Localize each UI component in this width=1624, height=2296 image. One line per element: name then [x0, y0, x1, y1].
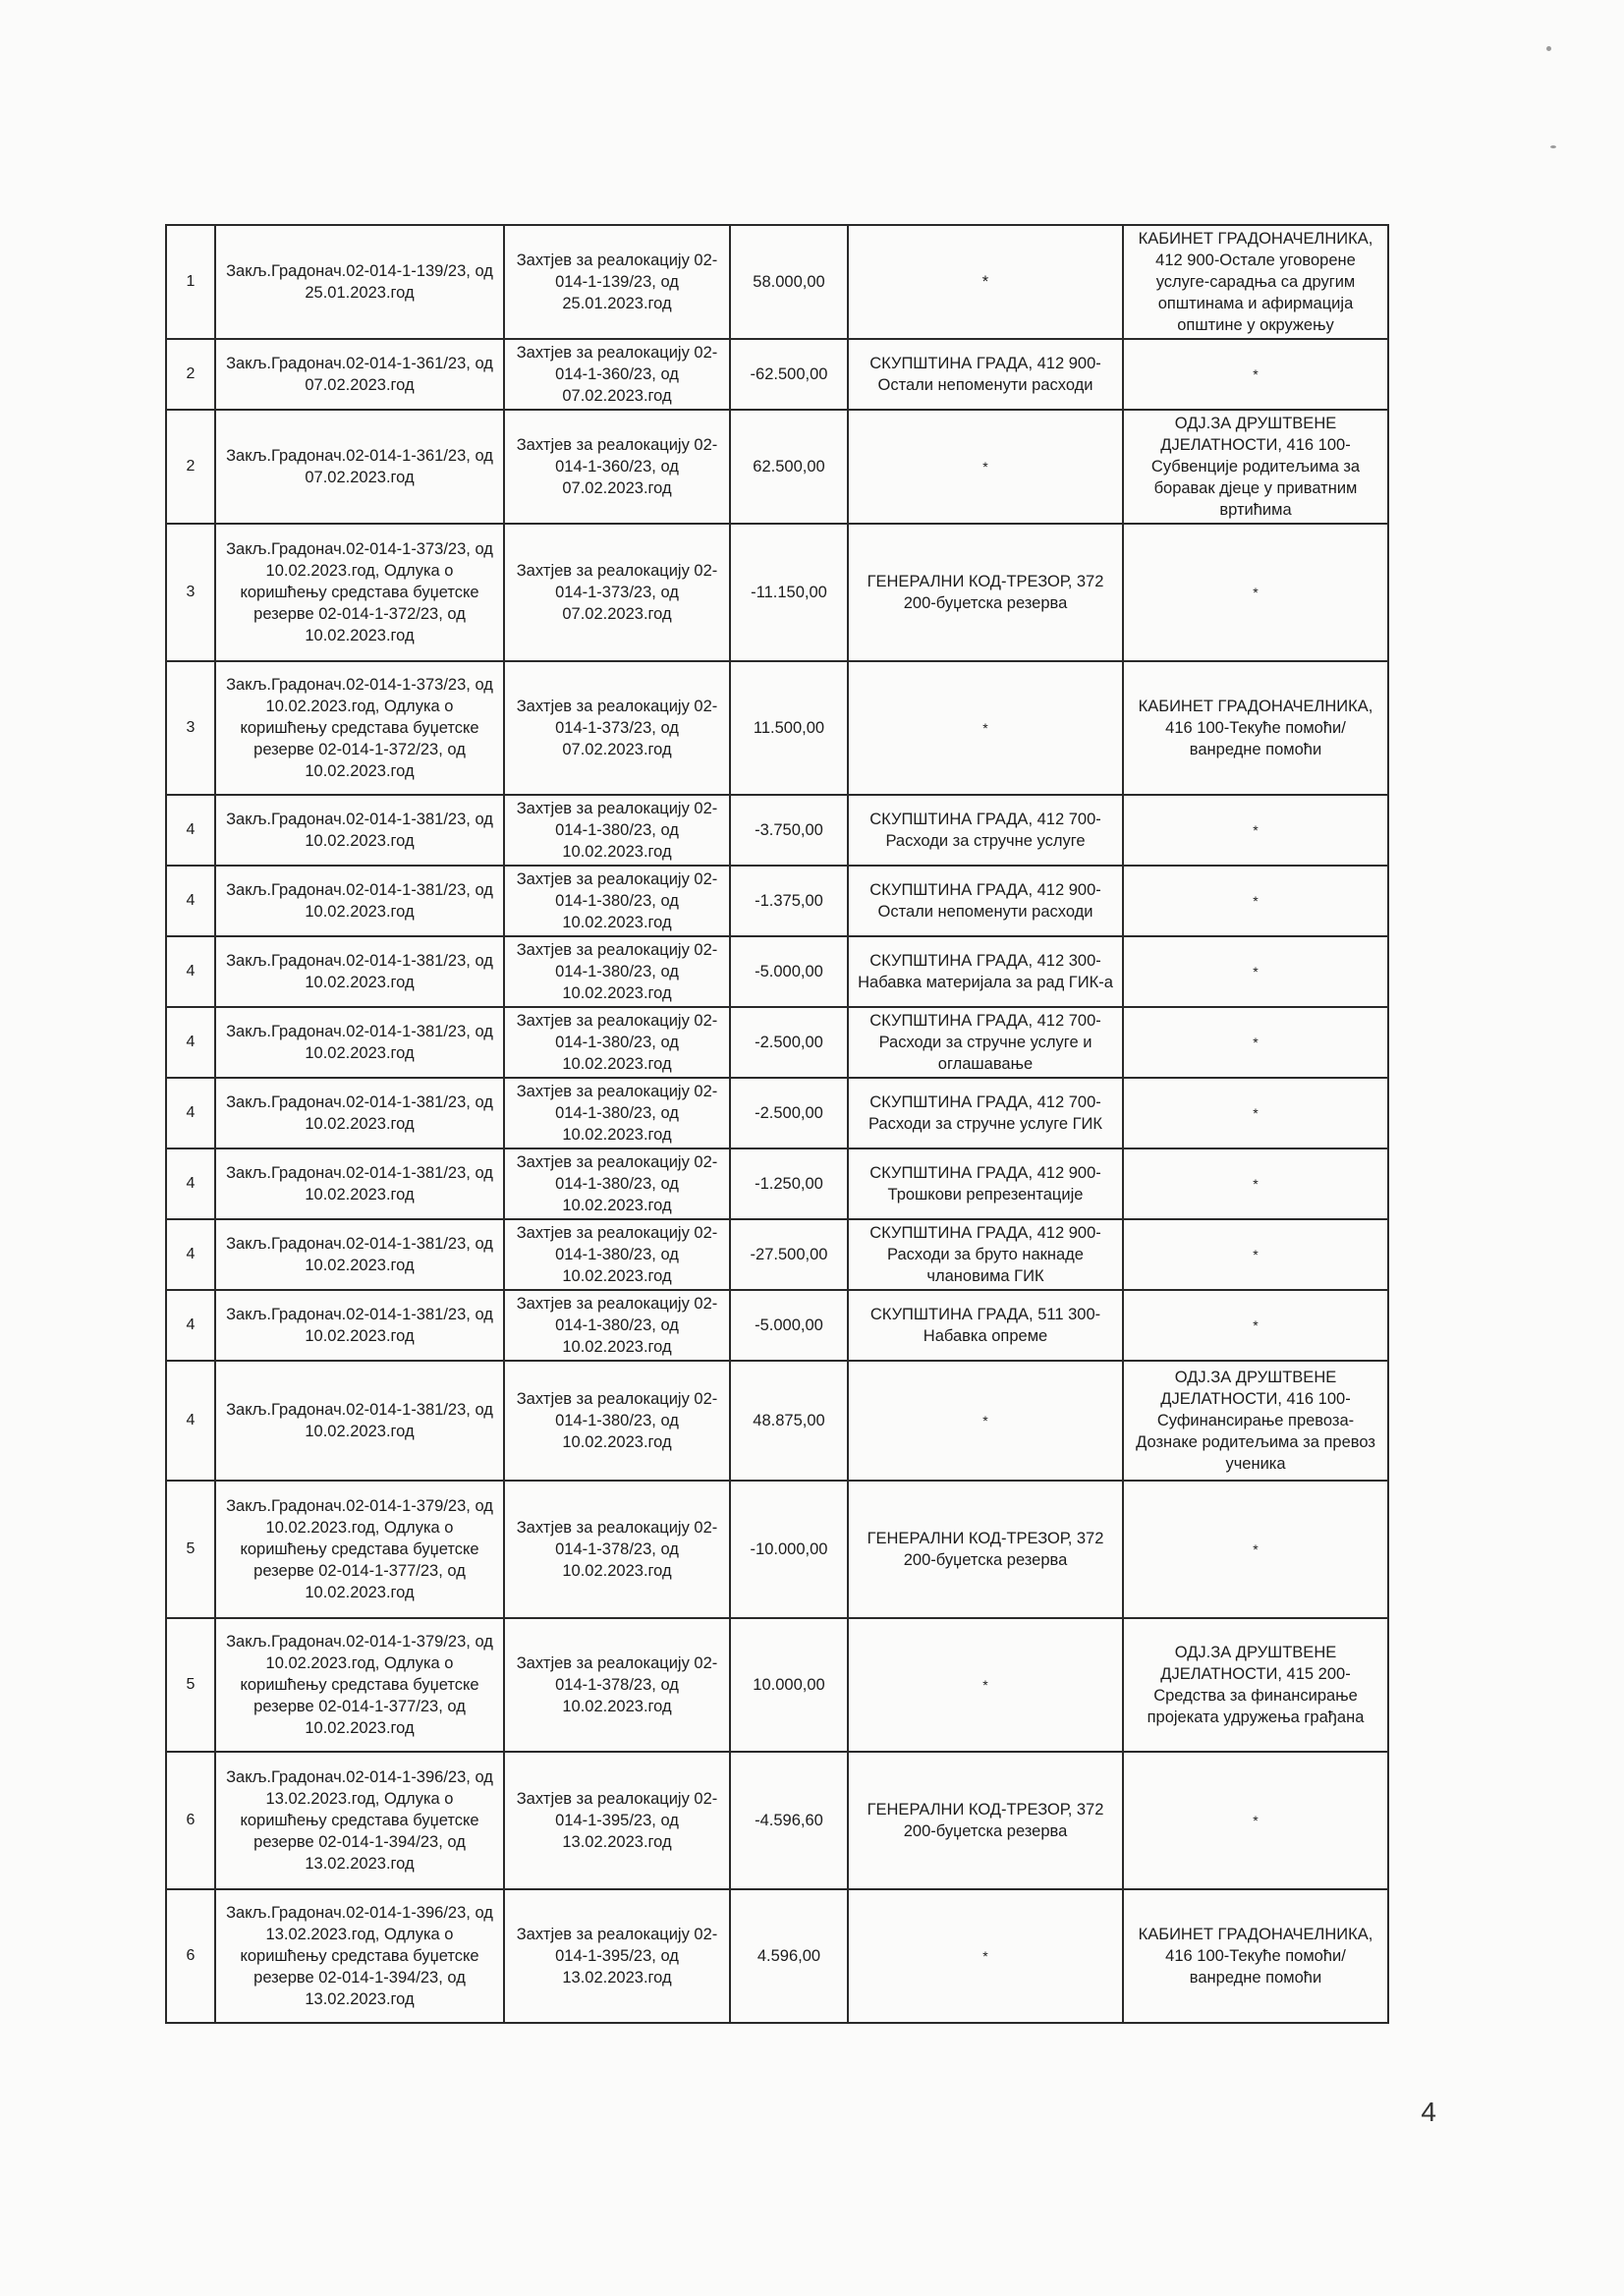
- request-cell: Захтјев за реалокацију 02-014-1-380/23, од 10.02.2023.год: [504, 1078, 730, 1148]
- to-account-cell: КАБИНЕТ ГРАДОНАЧЕЛНИКА, 416 100-Текуће помоћи/ванредне помоћи: [1123, 1889, 1388, 2023]
- table-row: [166, 1481, 1388, 1618]
- decision-cell: Закљ.Градонач.02-014-1-396/23, од 13.02.2023.год, Одлука о коришћењу средстава буџетске резерве 02-014-1-394/23, од 13.02.2023.год: [215, 1752, 504, 1889]
- amount-cell: -2.500,00: [730, 1078, 848, 1148]
- from-account-cell: *: [848, 410, 1123, 524]
- table-row: [166, 339, 1388, 410]
- row-number: 4: [166, 866, 215, 936]
- scan-speck: [1546, 46, 1551, 51]
- amount-cell: -2.500,00: [730, 1007, 848, 1078]
- from-account-cell: *: [848, 661, 1123, 795]
- decision-cell: Закљ.Градонач.02-014-1-373/23, од 10.02.2023.год, Одлука о коришћењу средстава буџетске резерве 02-014-1-372/23, од 10.02.2023.год: [215, 524, 504, 661]
- from-account-cell: СКУПШТИНА ГРАДА, 412 900-Расходи за бруто накнаде члановима ГИК: [848, 1219, 1123, 1290]
- row-number: 3: [166, 661, 215, 795]
- request-cell: Захтјев за реалокацију 02-014-1-380/23, од 10.02.2023.год: [504, 795, 730, 866]
- to-account-cell: *: [1123, 1148, 1388, 1219]
- row-number: 2: [166, 410, 215, 524]
- amount-cell: -5.000,00: [730, 936, 848, 1007]
- request-cell: Захтјев за реалокацију 02-014-1-380/23, од 10.02.2023.год: [504, 866, 730, 936]
- from-account-cell: ГЕНЕРАЛНИ КОД-ТРЕЗОР, 372 200-буџетска резерва: [848, 1481, 1123, 1618]
- decision-cell: Закљ.Градонач.02-014-1-381/23, од 10.02.2023.год: [215, 1361, 504, 1481]
- table-row: [166, 1752, 1388, 1889]
- table-row: [166, 1290, 1388, 1361]
- row-number: 4: [166, 795, 215, 866]
- to-account-cell: *: [1123, 339, 1388, 410]
- decision-cell: Закљ.Градонач.02-014-1-139/23, од 25.01.2023.год: [215, 225, 504, 339]
- from-account-cell: ГЕНЕРАЛНИ КОД-ТРЕЗОР, 372 200-буџетска резерва: [848, 1752, 1123, 1889]
- from-account-cell: СКУПШТИНА ГРАДА, 412 300-Набавка материјала за рад ГИК-а: [848, 936, 1123, 1007]
- to-account-cell: *: [1123, 524, 1388, 661]
- decision-cell: Закљ.Градонач.02-014-1-381/23, од 10.02.2023.год: [215, 1007, 504, 1078]
- table-row: [166, 1007, 1388, 1078]
- row-number: 4: [166, 1007, 215, 1078]
- request-cell: Захтјев за реалокацију 02-014-1-139/23, од 25.01.2023.год: [504, 225, 730, 339]
- decision-cell: Закљ.Градонач.02-014-1-381/23, од 10.02.2023.год: [215, 1148, 504, 1219]
- row-number: 6: [166, 1752, 215, 1889]
- row-number: 4: [166, 1148, 215, 1219]
- amount-cell: -62.500,00: [730, 339, 848, 410]
- to-account-cell: *: [1123, 795, 1388, 866]
- amount-cell: -3.750,00: [730, 795, 848, 866]
- row-number: 5: [166, 1618, 215, 1752]
- from-account-cell: СКУПШТИНА ГРАДА, 412 700-Расходи за стручне услуге: [848, 795, 1123, 866]
- amount-cell: -1.375,00: [730, 866, 848, 936]
- to-account-cell: *: [1123, 1219, 1388, 1290]
- from-account-cell: *: [848, 1361, 1123, 1481]
- request-cell: Захтјев за реалокацију 02-014-1-395/23, од 13.02.2023.год: [504, 1889, 730, 2023]
- table-row: [166, 936, 1388, 1007]
- amount-cell: 10.000,00: [730, 1618, 848, 1752]
- to-account-cell: ОДЈ.ЗА ДРУШТВЕНЕ ДЈЕЛАТНОСТИ, 416 100-Суфинансирање превоза-Дознаке родитељима за превоз ученика: [1123, 1361, 1388, 1481]
- from-account-cell: *: [848, 1889, 1123, 2023]
- from-account-cell: СКУПШТИНА ГРАДА, 412 900-Остали непоменути расходи: [848, 339, 1123, 410]
- decision-cell: Закљ.Градонач.02-014-1-361/23, од 07.02.2023.год: [215, 410, 504, 524]
- decision-cell: Закљ.Градонач.02-014-1-381/23, од 10.02.2023.год: [215, 936, 504, 1007]
- amount-cell: 11.500,00: [730, 661, 848, 795]
- decision-cell: Закљ.Градонач.02-014-1-381/23, од 10.02.2023.год: [215, 866, 504, 936]
- to-account-cell: КАБИНЕТ ГРАДОНАЧЕЛНИКА, 416 100-Текуће помоћи/ванредне помоћи: [1123, 661, 1388, 795]
- decision-cell: Закљ.Градонач.02-014-1-381/23, од 10.02.2023.год: [215, 795, 504, 866]
- decision-cell: Закљ.Градонач.02-014-1-361/23, од 07.02.2023.год: [215, 339, 504, 410]
- request-cell: Захтјев за реалокацију 02-014-1-378/23, од 10.02.2023.год: [504, 1481, 730, 1618]
- row-number: 5: [166, 1481, 215, 1618]
- scan-speck: [1550, 145, 1556, 148]
- row-number: 4: [166, 1219, 215, 1290]
- from-account-cell: *: [848, 225, 1123, 339]
- to-account-cell: *: [1123, 1752, 1388, 1889]
- decision-cell: Закљ.Градонач.02-014-1-379/23, од 10.02.2023.год, Одлука о коришћењу средстава буџетске резерве 02-014-1-377/23, од 10.02.2023.год: [215, 1481, 504, 1618]
- request-cell: Захтјев за реалокацију 02-014-1-380/23, од 10.02.2023.год: [504, 936, 730, 1007]
- request-cell: Захтјев за реалокацију 02-014-1-380/23, од 10.02.2023.год: [504, 1007, 730, 1078]
- table-row: [166, 225, 1388, 339]
- decision-cell: Закљ.Градонач.02-014-1-381/23, од 10.02.2023.год: [215, 1219, 504, 1290]
- table-row: [166, 661, 1388, 795]
- row-number: 2: [166, 339, 215, 410]
- row-number: 4: [166, 936, 215, 1007]
- page-number: 4: [1421, 2097, 1436, 2127]
- amount-cell: -4.596,60: [730, 1752, 848, 1889]
- row-number: 6: [166, 1889, 215, 2023]
- to-account-cell: *: [1123, 1290, 1388, 1361]
- from-account-cell: ГЕНЕРАЛНИ КОД-ТРЕЗОР, 372 200-буџетска резерва: [848, 524, 1123, 661]
- to-account-cell: *: [1123, 936, 1388, 1007]
- from-account-cell: СКУПШТИНА ГРАДА, 412 900-Трошкови репрезентације: [848, 1148, 1123, 1219]
- table-row: [166, 410, 1388, 524]
- amount-cell: -10.000,00: [730, 1481, 848, 1618]
- row-number: 4: [166, 1290, 215, 1361]
- decision-cell: Закљ.Градонач.02-014-1-381/23, од 10.02.2023.год: [215, 1078, 504, 1148]
- decision-cell: Закљ.Градонач.02-014-1-381/23, од 10.02.2023.год: [215, 1290, 504, 1361]
- row-number: 1: [166, 225, 215, 339]
- table-row: [166, 1361, 1388, 1481]
- decision-cell: Закљ.Градонач.02-014-1-373/23, од 10.02.2023.год, Одлука о коришћењу средстава буџетске резерве 02-014-1-372/23, од 10.02.2023.год: [215, 661, 504, 795]
- request-cell: Захтјев за реалокацију 02-014-1-380/23, од 10.02.2023.год: [504, 1290, 730, 1361]
- row-number: 3: [166, 524, 215, 661]
- from-account-cell: СКУПШТИНА ГРАДА, 511 300-Набавка опреме: [848, 1290, 1123, 1361]
- table-row: [166, 866, 1388, 936]
- request-cell: Захтјев за реалокацију 02-014-1-380/23, од 10.02.2023.год: [504, 1361, 730, 1481]
- table-row: [166, 1618, 1388, 1752]
- request-cell: Захтјев за реалокацију 02-014-1-373/23, од 07.02.2023.год: [504, 524, 730, 661]
- to-account-cell: *: [1123, 1481, 1388, 1618]
- to-account-cell: ОДЈ.ЗА ДРУШТВЕНЕ ДЈЕЛАТНОСТИ, 415 200-Средства за финансирање пројеката удружења грађана: [1123, 1618, 1388, 1752]
- to-account-cell: КАБИНЕТ ГРАДОНАЧЕЛНИКА, 412 900-Остале уговорене услуге-сарадња са другим општинама и афирмација општине у окружењу: [1123, 225, 1388, 339]
- amount-cell: 48.875,00: [730, 1361, 848, 1481]
- table-row: [166, 1148, 1388, 1219]
- amount-cell: -11.150,00: [730, 524, 848, 661]
- row-number: 4: [166, 1078, 215, 1148]
- request-cell: Захтјев за реалокацију 02-014-1-395/23, од 13.02.2023.год: [504, 1752, 730, 1889]
- amount-cell: 58.000,00: [730, 225, 848, 339]
- request-cell: Захтјев за реалокацију 02-014-1-373/23, од 07.02.2023.год: [504, 661, 730, 795]
- row-number: 4: [166, 1361, 215, 1481]
- amount-cell: 4.596,00: [730, 1889, 848, 2023]
- from-account-cell: СКУПШТИНА ГРАДА, 412 700-Расходи за стручне услуге ГИК: [848, 1078, 1123, 1148]
- amount-cell: -27.500,00: [730, 1219, 848, 1290]
- to-account-cell: *: [1123, 866, 1388, 936]
- table-row: [166, 1219, 1388, 1290]
- amount-cell: 62.500,00: [730, 410, 848, 524]
- table-row: [166, 1078, 1388, 1148]
- table-row: [166, 524, 1388, 661]
- table-row: [166, 795, 1388, 866]
- to-account-cell: ОДЈ.ЗА ДРУШТВЕНЕ ДЈЕЛАТНОСТИ, 416 100-Субвенције родитељима за боравак дјеце у приватним вртићима: [1123, 410, 1388, 524]
- request-cell: Захтјев за реалокацију 02-014-1-360/23, од 07.02.2023.год: [504, 410, 730, 524]
- request-cell: Захтјев за реалокацију 02-014-1-380/23, од 10.02.2023.год: [504, 1148, 730, 1219]
- request-cell: Захтјев за реалокацију 02-014-1-360/23, од 07.02.2023.год: [504, 339, 730, 410]
- from-account-cell: СКУПШТИНА ГРАДА, 412 700-Расходи за стручне услуге и оглашавање: [848, 1007, 1123, 1078]
- amount-cell: -5.000,00: [730, 1290, 848, 1361]
- request-cell: Захтјев за реалокацију 02-014-1-378/23, од 10.02.2023.год: [504, 1618, 730, 1752]
- decision-cell: Закљ.Градонач.02-014-1-379/23, од 10.02.2023.год, Одлука о коришћењу средстава буџетске резерве 02-014-1-377/23, од 10.02.2023.год: [215, 1618, 504, 1752]
- to-account-cell: *: [1123, 1007, 1388, 1078]
- reallocation-table: [165, 224, 1389, 2024]
- request-cell: Захтјев за реалокацију 02-014-1-380/23, од 10.02.2023.год: [504, 1219, 730, 1290]
- from-account-cell: СКУПШТИНА ГРАДА, 412 900-Остали непоменути расходи: [848, 866, 1123, 936]
- table-row: [166, 1889, 1388, 2023]
- to-account-cell: *: [1123, 1078, 1388, 1148]
- decision-cell: Закљ.Градонач.02-014-1-396/23, од 13.02.2023.год, Одлука о коришћењу средстава буџетске резерве 02-014-1-394/23, од 13.02.2023.год: [215, 1889, 504, 2023]
- amount-cell: -1.250,00: [730, 1148, 848, 1219]
- from-account-cell: *: [848, 1618, 1123, 1752]
